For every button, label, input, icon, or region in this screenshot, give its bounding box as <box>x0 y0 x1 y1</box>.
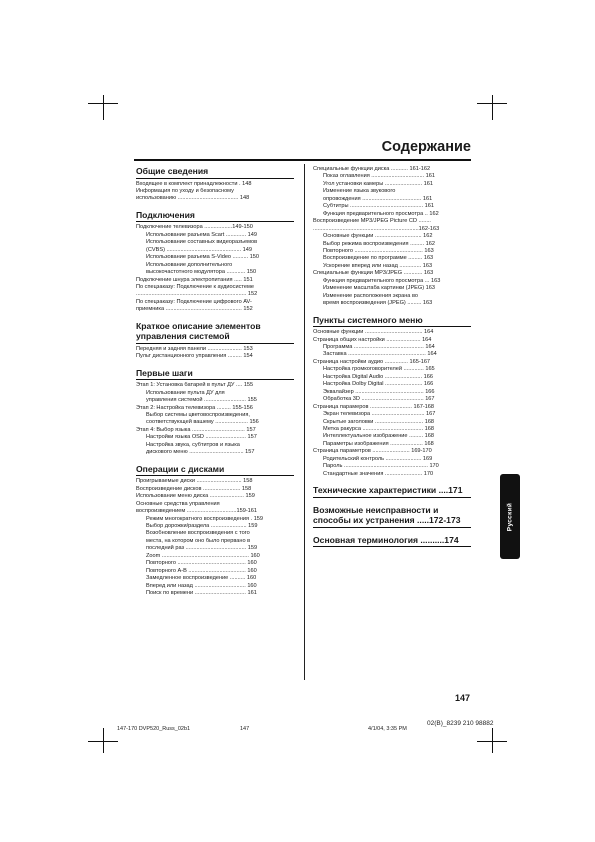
toc-entry: Этап 4: Выбор языка .................................. 157 <box>136 426 256 433</box>
toc-subentry: Метка ракурса ....................................... 168 <box>323 426 434 432</box>
language-tab <box>500 474 520 559</box>
toc-entry: Этап 2: Настройка телевизора ......... 155-156 <box>136 404 253 411</box>
toc-subentry: Программа ............................................. 164 <box>323 344 435 351</box>
toc-entry: воспроизведением ................................159-161 <box>136 508 258 515</box>
toc-entry: ....................................................................162-163 <box>313 225 440 232</box>
toc-entry: Проигрываемые диски ............................. 158 <box>136 478 253 485</box>
toc-entry: Пульт дистанционного управления ......... 154 <box>136 353 253 360</box>
toc-entry: Основные средства управления <box>136 500 220 507</box>
toc-entry: Страница общих настройки ...................... 164 <box>313 336 432 343</box>
section-heading: Основная терминология ..........174 <box>313 535 471 548</box>
toc-subentry: Воспроизведение по программе ......... 163 <box>323 255 434 262</box>
toc-section <box>313 535 471 548</box>
toc-subentry: соответствующей вашему ..................... 156 <box>146 419 259 426</box>
toc-subentry: Использование разъема Scart ............. 149 <box>146 231 257 238</box>
toc-subentry: Настройка Dolby Digital ........................ 166 <box>323 381 434 388</box>
toc-subentry: Интеллектуальное изображение ......... 168 <box>323 433 434 440</box>
toc-left-column <box>136 166 294 604</box>
toc-entry: Страница парамеров ........................... 167-168 <box>313 403 435 410</box>
toc-entry: По спецзаказу: Подключение к аудиосистеме <box>136 283 254 290</box>
toc-entry: Страница параметров ........................ 169-170 <box>313 448 432 455</box>
toc-subentry: Использование пульта ДУ для <box>146 389 225 396</box>
column-divider <box>304 164 305 680</box>
toc-subentry: Пароль ...................................................... 170 <box>323 463 439 470</box>
toc-entry: Страница настройки аудио ............... 165-167 <box>313 358 431 365</box>
toc-entry: Специальные функции MP3/JPEG ............ 163 <box>313 270 434 277</box>
toc-subentry: Показ оглавления .................................. 161 <box>323 173 436 180</box>
toc-subentry: Повторного ............................................ 160 <box>146 560 257 567</box>
toc-subentry: Возобновление воспроизведения с того <box>146 530 250 537</box>
section-heading: Операции с дисками <box>136 464 294 477</box>
toc-subentry: Выбор дорожки/раздела ....................... 159 <box>146 522 258 529</box>
section-heading: Подключения <box>136 210 294 223</box>
toc-subentry: Скрытые заголовки ............................... 168 <box>323 418 435 425</box>
toc-subentry: управления системой ........................... 155 <box>146 397 257 404</box>
toc-entry: Воспроизведение MP3/JPEG Picture CD ........ <box>313 218 431 225</box>
page-number: 147 <box>455 693 471 703</box>
toc-entry: Подключение телевизора ..................149-150 <box>136 224 253 231</box>
toc-subentry: дискового меню ................................... 157 <box>146 449 255 456</box>
toc-subentry: опровождения ...................................... 161 <box>323 195 433 202</box>
toc-subentry: Параметры изображения ..................... 168 <box>323 440 434 447</box>
section-heading: Общие сведения <box>136 166 294 179</box>
toc-subentry: Угол установки камеры ........................ 161 <box>323 180 433 187</box>
crop-mark <box>492 728 493 753</box>
toc-subentry: время воспроизведения (JPEG) ......... 163 <box>323 300 433 307</box>
toc-subentry: Настройка Digital Audio ........................ 166 <box>323 373 433 380</box>
toc-entry: использованию ....................................... 148 <box>136 195 250 202</box>
toc-subentry: Стандартные значения ........................ 170 <box>323 470 434 477</box>
toc-entry: Входящее в комплект принадлежности . 148 <box>136 180 252 187</box>
toc-section <box>136 166 294 203</box>
crop-mark <box>492 95 493 120</box>
toc-subentry: места, на котором оно было прервано в <box>146 537 251 544</box>
toc-subentry: Основные функции .............................. 162 <box>323 233 433 240</box>
section-heading: Пункты системного меню <box>313 315 471 328</box>
toc-section <box>136 210 294 314</box>
toc-subentry: Субтитры ............................................... 161 <box>323 203 434 210</box>
toc-subentry: Функция предварительного просмотра .. 162 <box>323 210 439 217</box>
language-tab-label: Русский <box>506 502 514 531</box>
toc-subentry: Режим многократного воспроизведения . 159 <box>146 515 264 522</box>
toc-subentry: Изменение расположения экрана во <box>323 292 418 299</box>
toc-subentry: Вперед или назад ................................. 160 <box>146 582 257 589</box>
toc-subentry: Замедленное воспроизведение .......... 160 <box>146 575 257 582</box>
toc-subentry: Обработка 3D ........................................ 167 <box>323 396 435 403</box>
footer-code: 02(B)_8239 210 98882 <box>427 720 494 727</box>
section-heading: Технические характеристики ....171 <box>313 485 471 498</box>
toc-entry: приемника ................................................. 152 <box>136 306 253 313</box>
toc-section <box>313 166 471 308</box>
toc-subentry: Изменение масштаба картинки (JPEG) 163 <box>323 285 436 292</box>
section-heading: Краткое описание элементов управления системой <box>136 321 294 344</box>
toc-subentry: Изменение языка звукового <box>323 188 396 195</box>
toc-entry: Подключение шнура электропитания ..... 151 <box>136 276 253 283</box>
toc-subentry: Выбор режима воспроизведения ......... 162 <box>323 240 435 247</box>
section-heading: Первые шаги <box>136 368 294 381</box>
footer-date: 4/1/04, 3:35 PM <box>368 726 407 732</box>
footer-page: 147 <box>240 726 250 732</box>
toc-entry: Основные функции ..................................... 164 <box>313 329 434 336</box>
toc-entry: Специальные функции диска ........... 161-162 <box>313 166 431 172</box>
section-heading: Возможные неисправности и способы их устранения .....172-173 <box>313 505 471 528</box>
toc-section <box>313 315 471 479</box>
toc-subentry: (CVBS) ................................................ 149 <box>146 246 252 253</box>
toc-subentry: Выбор системы цветовоспроизведения, <box>146 412 250 419</box>
toc-subentry: Zoom ........................................................ 160 <box>146 552 260 559</box>
footer-file: 147-170 DVP520_Russ_02b1 <box>117 726 191 732</box>
toc-subentry: Настройка звука, субтитров и языка <box>146 441 240 448</box>
toc-entry: ....................................................................... 152 <box>136 291 258 298</box>
toc-right-column <box>313 166 471 554</box>
page-title: Содержание <box>381 139 471 155</box>
toc-subentry: высокочастотного модулятора ............ 150 <box>146 269 257 276</box>
crop-mark <box>103 95 104 120</box>
toc-entry: Передняя и задняя панели ...................... 153 <box>136 345 253 352</box>
toc-subentry: Ускорение вперед или назад .............. 163 <box>323 262 433 269</box>
toc-subentry: Настройки языка OSD .......................... 157 <box>146 434 257 441</box>
toc-entry: По спецзаказу: Подключение цифрового AV- <box>136 298 252 305</box>
toc-subentry: последний раз ....................................... 159 <box>146 545 258 552</box>
toc-section <box>313 505 471 528</box>
toc-subentry: Поиск по времени ................................. 161 <box>146 590 257 597</box>
toc-subentry: Экран телевизора .................................. 167 <box>323 411 436 418</box>
toc-subentry: Заставка .................................................. 164 <box>323 351 437 358</box>
toc-entry: Этап 1: Установка батарей в пульт ДУ .... 155 <box>136 382 254 389</box>
crop-mark <box>103 728 104 753</box>
title-rule <box>134 159 471 161</box>
toc-subentry: Функция предварительного просмотра ... 163 <box>323 277 441 284</box>
toc-subentry: Эквалайзер ............................................ 166 <box>323 388 435 395</box>
toc-entry: Информация по уходу и безопасному <box>136 187 234 194</box>
toc-subentry: Повторного A-B ..................................... 160 <box>146 567 257 574</box>
toc-section <box>136 464 294 598</box>
toc-entry: Воспроизведение дисков ........................ 158 <box>136 485 252 492</box>
toc-subentry: Настройка громкоговорителей ............. 165 <box>323 366 435 373</box>
toc-section <box>313 485 471 498</box>
toc-subentry: Использование дополнительного <box>146 261 233 268</box>
toc-section <box>136 368 294 457</box>
toc-section <box>136 321 294 361</box>
toc-subentry: Использование разъема S-Video .......... 150 <box>146 254 260 261</box>
toc-subentry: Родительский контроль ....................... 169 <box>323 455 433 462</box>
toc-entry: Использование меню диска ...................... 159 <box>136 493 255 500</box>
toc-subentry: Использование составных видеоразъемов <box>146 239 258 246</box>
toc-subentry: Повторного ............................................ 163 <box>323 247 434 254</box>
